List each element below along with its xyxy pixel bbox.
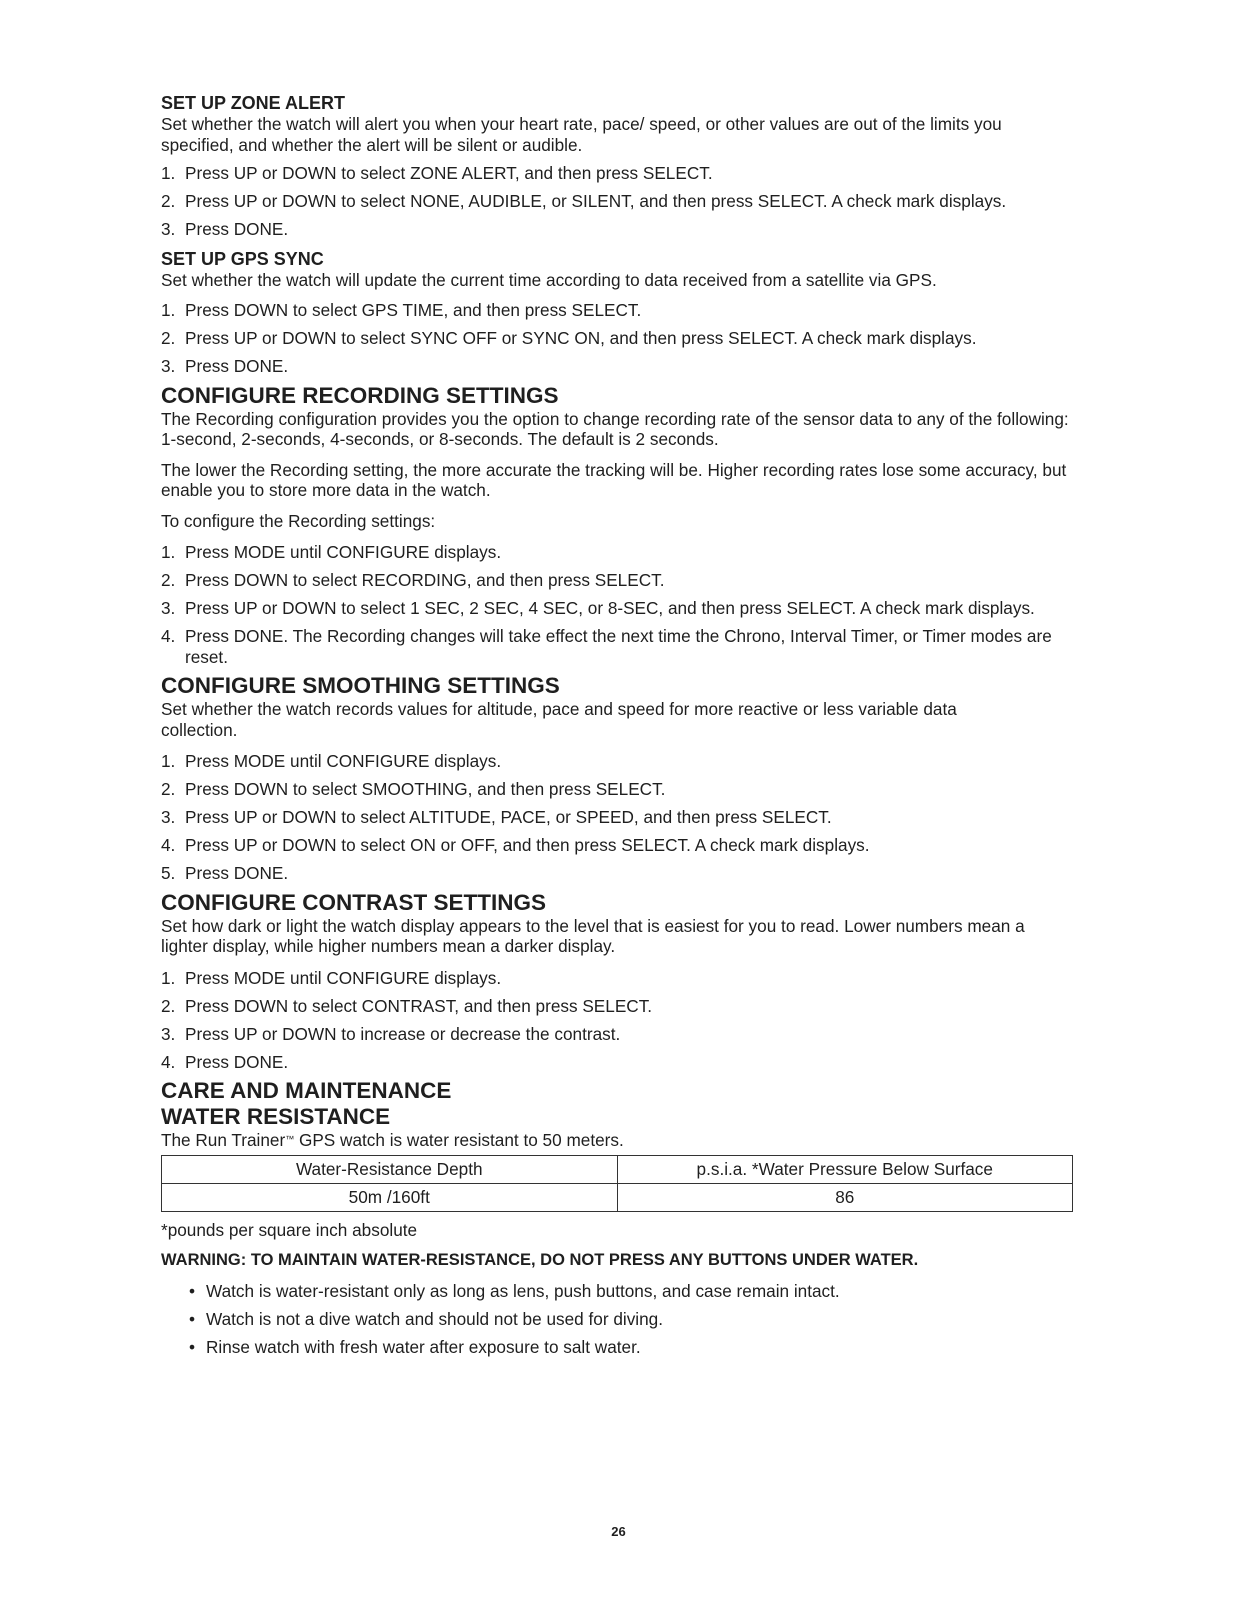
zone-alert-intro: Set whether the watch will alert you when your heart rate, pace/ speed, or other values are out of the limits you specified, and whether the alert will be silent or audible. (161, 114, 1002, 155)
list-item (161, 356, 1073, 377)
step-text: Press MODE until CONFIGURE displays. (185, 542, 502, 562)
water-resistance-table (161, 1155, 1073, 1212)
bullet-text: Rinse watch with fresh water after exposure to salt water. (206, 1337, 641, 1357)
step-text: Press DOWN to select RECORDING, and then press SELECT. (185, 570, 665, 590)
list-item (161, 835, 1073, 856)
recording-para-2: The lower the Recording setting, the more accurate the tracking will be. Higher recording rates lose some accuracy, but enable you to store more data in the watch. (161, 459, 1067, 500)
step-text: Press UP or DOWN to increase or decrease the contrast. (185, 1023, 621, 1044)
step-number: 4. (161, 1051, 176, 1072)
gps-sync-steps (161, 300, 1073, 377)
step-text: Press DONE. The Recording changes will take effect the next time the Chrono, Interval Timer, or Timer modes are reset. (185, 626, 1052, 667)
smoothing-intro (161, 699, 981, 740)
list-item (161, 570, 1073, 591)
list-item (161, 598, 1073, 619)
list-item (161, 542, 1073, 563)
page-number: 26 (611, 1524, 626, 1539)
gps-sync-heading: SET UP GPS SYNC (161, 248, 324, 269)
step-text: Press UP or DOWN to select NONE, AUDIBLE, or SILENT, and then press SELECT. A check mark displays. (185, 191, 1007, 211)
contrast-heading: CONFIGURE CONTRAST SETTINGS (161, 889, 547, 915)
footnote: *pounds per square inch absolute (161, 1219, 418, 1240)
step-number: 5. (161, 863, 176, 883)
step-number: 3. (161, 598, 176, 618)
list-item (161, 163, 1073, 184)
step-text: Press DONE. (185, 219, 289, 239)
list-item (161, 626, 1073, 667)
step-number: 4. (161, 626, 176, 646)
intro-text-pre: The Run Trainer (161, 1130, 286, 1150)
bullet-icon: • (189, 1309, 196, 1329)
list-item (161, 863, 1073, 884)
step-text: Press MODE until CONFIGURE displays. (185, 967, 502, 988)
contrast-steps (161, 968, 1073, 1073)
step-number: 1. (161, 751, 176, 771)
list-item (161, 751, 1073, 772)
step-number: 3. (161, 1023, 176, 1044)
smoothing-heading: CONFIGURE SMOOTHING SETTINGS (161, 673, 560, 698)
water-resistance-intro (161, 1130, 1073, 1151)
bullet-text: Watch is water-resistant only as long as lens, push buttons, and case remain intact. (206, 1281, 840, 1301)
zone-alert-heading: SET UP ZONE ALERT (161, 93, 346, 113)
table-cell: 50m /160ft (162, 1183, 618, 1211)
recording-steps (161, 542, 1073, 667)
step-text: Press DOWN to select CONTRAST, and then press SELECT. (185, 995, 653, 1016)
smoothing-steps (161, 751, 1073, 884)
step-text: Press UP or DOWN to select 1 SEC, 2 SEC, 4 SEC, or 8-SEC, and then press SELECT. A check mark displays. (185, 598, 1035, 618)
list-item (161, 1024, 1073, 1045)
step-number: 3. (161, 356, 176, 376)
list-item (161, 191, 1073, 212)
step-text: Press DONE. (185, 863, 289, 883)
list-item (161, 996, 1073, 1017)
step-number: 2. (161, 779, 176, 799)
step-text: Press UP or DOWN to select ON or OFF, and then press SELECT. A check mark displays. (185, 835, 870, 855)
step-number: 3. (161, 807, 176, 827)
document-page (161, 92, 1073, 1365)
recording-para-3: To configure the Recording settings: (161, 510, 436, 531)
step-number: 1. (161, 542, 176, 562)
step-text: Press DONE. (185, 356, 289, 376)
trademark-symbol: ™ (285, 1134, 295, 1144)
list-item (189, 1281, 1073, 1302)
step-number: 4. (161, 835, 176, 855)
step-number: 2. (161, 328, 176, 348)
zone-alert-steps (161, 163, 1073, 240)
warning-text: WARNING: TO MAINTAIN WATER-RESISTANCE, DO NOT PRESS ANY BUTTONS UNDER WATER. (161, 1251, 919, 1269)
step-text: Press DOWN to select SMOOTHING, and then press SELECT. (185, 779, 666, 799)
intro-text-post: GPS watch is water resistant to 50 meters. (294, 1130, 624, 1150)
care-bullet-list (161, 1281, 1073, 1358)
table-header-cell: p.s.i.a. *Water Pressure Below Surface (617, 1155, 1073, 1183)
step-number: 1. (161, 967, 176, 988)
list-item (161, 328, 1073, 349)
table-row (162, 1183, 1073, 1211)
step-number: 1. (161, 163, 176, 183)
bullet-text: Watch is not a dive watch and should not be used for diving. (206, 1309, 664, 1329)
step-number: 1. (161, 300, 176, 320)
contrast-intro: Set how dark or light the watch display appears to the level that is easiest for you to read. Lower numbers mean a lighter display, while higher numbers mean a darker display. (161, 915, 1025, 956)
list-item (161, 779, 1073, 800)
step-text: Press UP or DOWN to select ALTITUDE, PACE, or SPEED, and then press SELECT. (185, 807, 832, 827)
list-item (161, 300, 1073, 321)
list-item (189, 1337, 1073, 1358)
step-number: 2. (161, 995, 176, 1016)
recording-para-1: The Recording configuration provides you the option to change recording rate of the sensor data to any of the following: 1-second, 2-seconds, 4-seconds, or 8-seconds. The default is 2 seconds. (161, 408, 1069, 449)
step-text: Press UP or DOWN to select ZONE ALERT, and then press SELECT. (185, 163, 713, 183)
list-item (189, 1309, 1073, 1330)
smoothing-intro-text: Set whether the watch records values for altitude, pace and speed for more reactive or less variable data collection. (161, 699, 957, 740)
table-cell: 86 (617, 1183, 1073, 1211)
list-item (161, 1052, 1073, 1073)
list-item (161, 968, 1073, 989)
step-text: Press UP or DOWN to select SYNC OFF or SYNC ON, and then press SELECT. A check mark displays. (185, 328, 977, 348)
step-number: 2. (161, 570, 176, 590)
step-text: Press DONE. (185, 1051, 289, 1072)
table-header-cell: Water-Resistance Depth (162, 1155, 618, 1183)
step-text: Press MODE until CONFIGURE displays. (185, 751, 502, 771)
list-item (161, 807, 1073, 828)
water-resistance-heading: WATER RESISTANCE (161, 1104, 391, 1129)
bullet-icon: • (189, 1337, 196, 1357)
recording-heading: CONFIGURE RECORDING SETTINGS (161, 382, 559, 408)
gps-sync-intro: Set whether the watch will update the current time according to data received from a satellite via GPS. (161, 269, 937, 290)
table-header-row (162, 1155, 1073, 1183)
bullet-icon: • (189, 1281, 196, 1301)
step-number: 3. (161, 219, 176, 239)
step-number: 2. (161, 191, 176, 211)
list-item (161, 219, 1073, 240)
care-heading: CARE AND MAINTENANCE (161, 1078, 452, 1103)
step-text: Press DOWN to select GPS TIME, and then press SELECT. (185, 300, 642, 320)
